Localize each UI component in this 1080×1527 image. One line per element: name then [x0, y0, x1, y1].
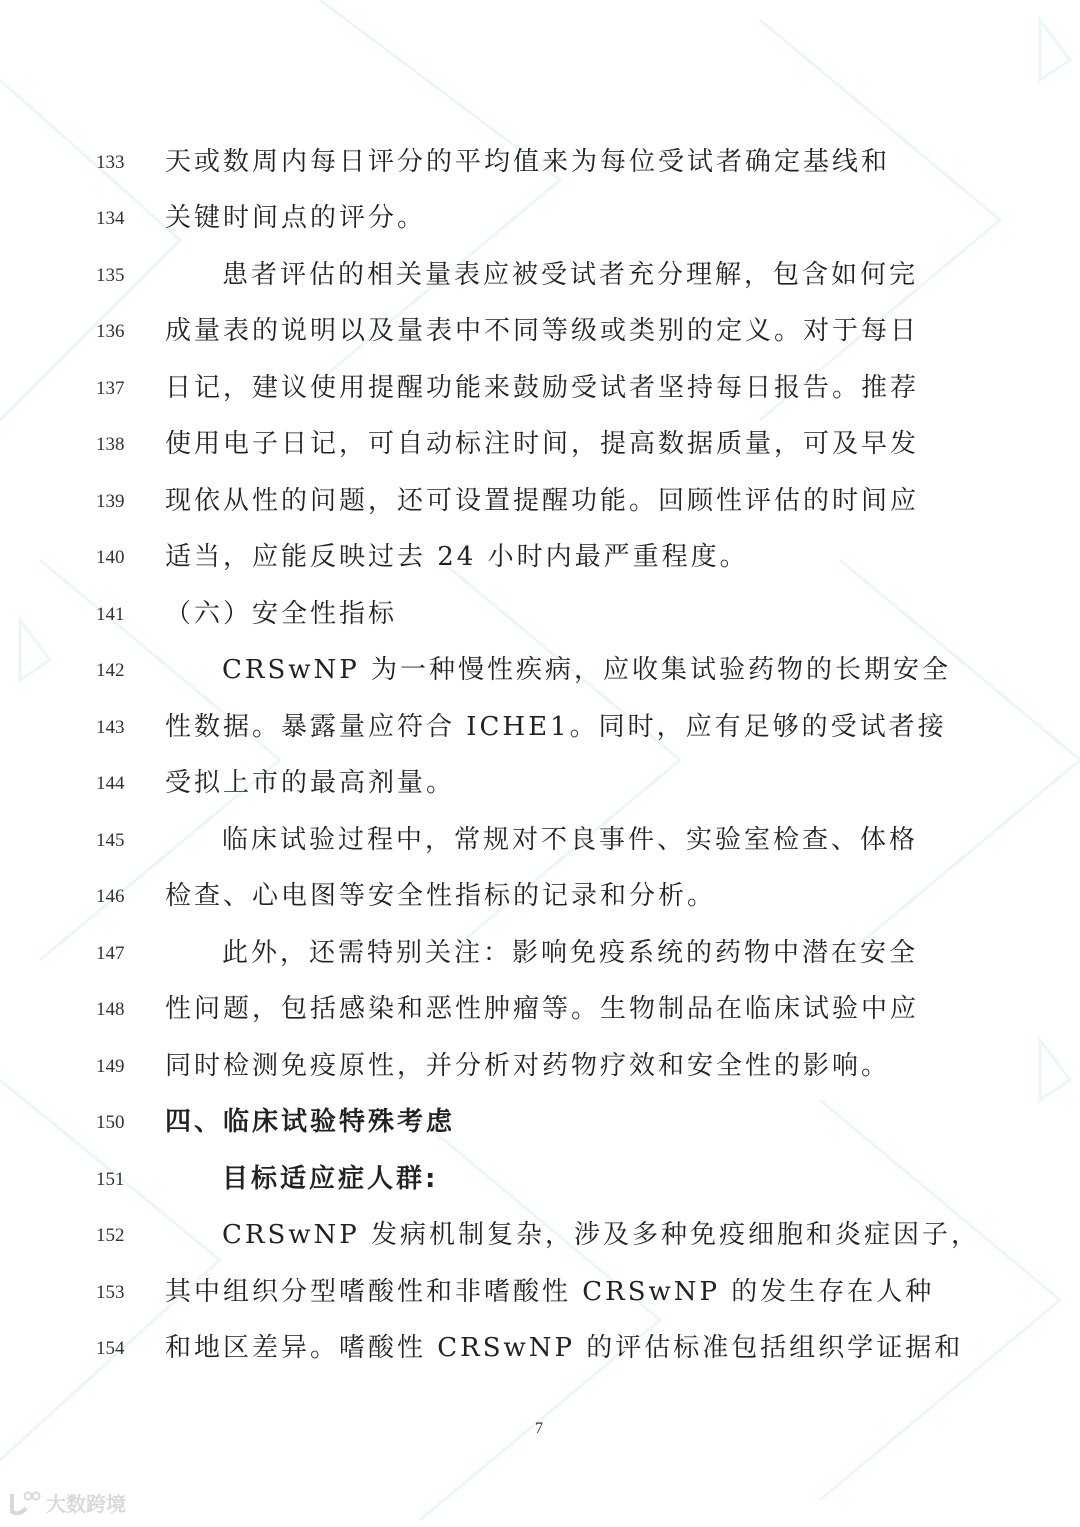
document-line — [0, 1046, 1080, 1086]
line-text: 适当，应能反映过去 24 小时内最严重程度。 — [165, 542, 749, 572]
line-number: 152 — [96, 1225, 125, 1246]
document-line — [0, 650, 1080, 690]
line-number: 134 — [96, 208, 125, 229]
line-number: 140 — [96, 547, 125, 568]
line-text: 关键时间点的评分。 — [165, 203, 427, 233]
document-line — [0, 1272, 1080, 1312]
subheading: 目标适应症人群: — [222, 1164, 439, 1194]
line-number: 145 — [96, 830, 125, 851]
line-number: 137 — [96, 378, 125, 399]
watermark-logo — [8, 1488, 126, 1517]
document-line — [0, 1215, 1080, 1255]
line-number: 150 — [96, 1112, 125, 1133]
line-number: 149 — [96, 1056, 125, 1077]
line-number: 144 — [96, 773, 125, 794]
line-text: 性问题，包括感染和恶性肿瘤等。生物制品在临床试验中应 — [165, 994, 920, 1024]
line-number: 135 — [96, 265, 125, 286]
logo-text: 大数跨境 — [46, 1492, 126, 1516]
document-line — [0, 1328, 1080, 1368]
line-number: 146 — [96, 886, 125, 907]
document-line — [0, 594, 1080, 634]
line-number: 142 — [96, 660, 125, 681]
line-number: 143 — [96, 717, 125, 738]
document-line — [0, 142, 1080, 182]
line-number: 133 — [96, 152, 125, 173]
line-text: CRSwNP 为一种慢性疾病，应收集试验药物的长期安全 — [222, 655, 952, 685]
document-line — [0, 933, 1080, 973]
line-number: 139 — [96, 491, 125, 512]
line-number: 151 — [96, 1169, 125, 1190]
line-text: 受拟上市的最高剂量。 — [165, 768, 456, 798]
document-line — [0, 311, 1080, 351]
document-line — [0, 989, 1080, 1029]
line-text: 日记，建议使用提醒功能来鼓励受试者坚持每日报告。推荐 — [165, 373, 920, 403]
document-line — [0, 255, 1080, 295]
document-line — [0, 481, 1080, 521]
document-line — [0, 424, 1080, 464]
document-line — [0, 1159, 1080, 1199]
document-line — [0, 820, 1080, 860]
line-number: 153 — [96, 1282, 125, 1303]
document-line — [0, 876, 1080, 916]
line-text: 临床试验过程中，常规对不良事件、实验室检查、体格 — [222, 825, 919, 855]
document-line — [0, 707, 1080, 747]
line-text: 其中组织分型嗜酸性和非嗜酸性 CRSwNP 的发生存在人种 — [165, 1277, 935, 1307]
document-line — [0, 763, 1080, 803]
line-text: 成量表的说明以及量表中不同等级或类别的定义。对于每日 — [165, 316, 920, 346]
line-text: 此外，还需特别关注：影响免疫系统的药物中潜在安全 — [222, 938, 919, 968]
chapter-heading: 四、临床试验特殊考虑 — [165, 1107, 456, 1137]
document-line — [0, 368, 1080, 408]
section-heading: （六）安全性指标 — [165, 599, 398, 629]
line-text: 患者评估的相关量表应被受试者充分理解，包含如何完 — [222, 260, 919, 290]
line-text: 同时检测免疫原性，并分析对药物疗效和安全性的影响。 — [165, 1051, 891, 1081]
line-number: 147 — [96, 943, 125, 964]
line-number: 141 — [96, 604, 125, 625]
line-number: 148 — [96, 999, 125, 1020]
document-line — [0, 537, 1080, 577]
line-text: 使用电子日记，可自动标注时间，提高数据质量，可及早发 — [165, 429, 920, 459]
line-number: 136 — [96, 321, 125, 342]
line-text: 和地区差异。嗜酸性 CRSwNP 的评估标准包括组织学证据和 — [165, 1333, 964, 1363]
document-line — [0, 198, 1080, 238]
line-text: 现依从性的问题，还可设置提醒功能。回顾性评估的时间应 — [165, 486, 920, 516]
line-text: 天或数周内每日评分的平均值来为每位受试者确定基线和 — [165, 147, 891, 177]
line-text: CRSwNP 发病机制复杂，涉及多种免疫细胞和炎症因子， — [222, 1220, 981, 1250]
line-number: 138 — [96, 434, 125, 455]
logo-icon — [8, 1490, 42, 1516]
page-number: 7 — [535, 1420, 543, 1437]
line-text: 检查、心电图等安全性指标的记录和分析。 — [165, 881, 717, 911]
document-line — [0, 1102, 1080, 1142]
line-number: 154 — [96, 1338, 125, 1359]
line-text: 性数据。暴露量应符合 ICHE1。同时，应有足够的受试者接 — [165, 712, 947, 742]
